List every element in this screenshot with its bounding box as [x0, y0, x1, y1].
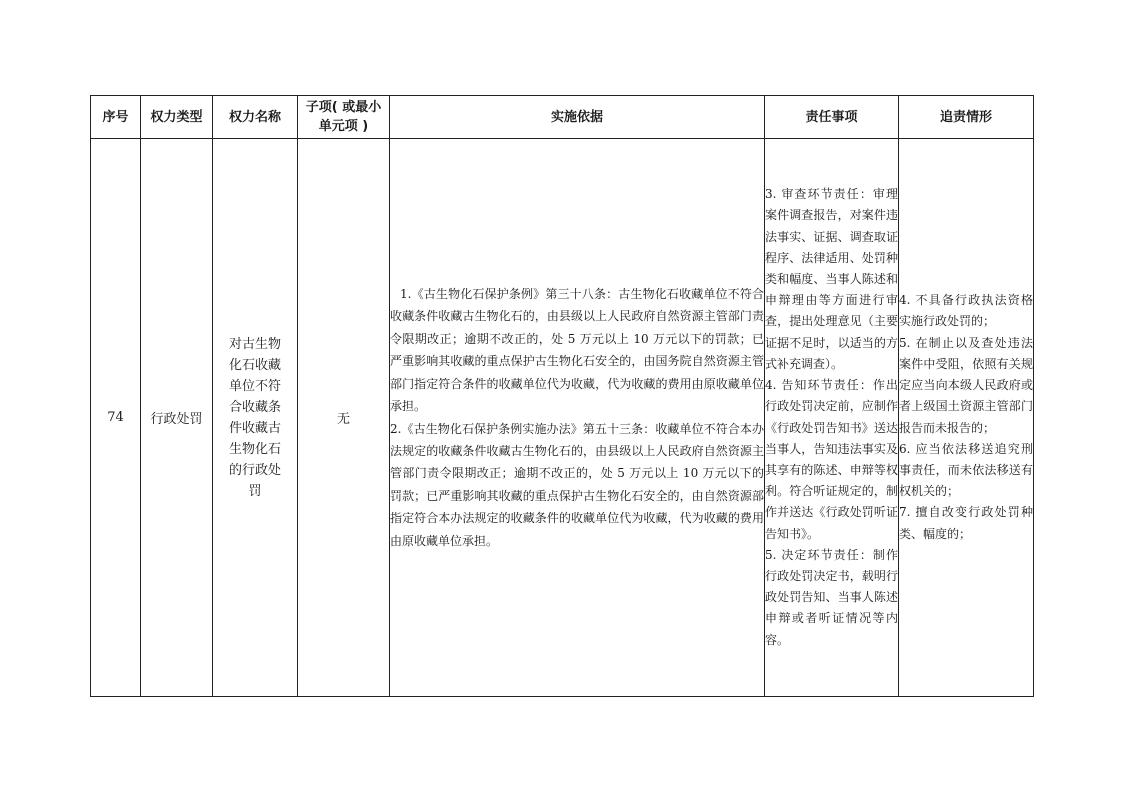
- accountability-item-4: 4. 不具备行政执法资格实施行政处罚的；: [899, 293, 1033, 329]
- basis-item-2: 2.《古生物化石保护条例实施办法》第五十三条：收藏单位不符合本办法规定的收藏条件收藏古生物化石的，由县级以上人民政府自然资源主管部门责令限期改正；逾期不改正的，处 5 万元以上 10 万元以下的罚款；已严重影响其收藏的重点保护古生物化石安全的，由自然资源部指定符合本办法规定的收藏条件的收藏单位代为收藏，代为收藏的费用由原收藏单位承担。: [390, 421, 764, 548]
- cell-responsibility: [765, 139, 899, 697]
- cell-power-name: [213, 139, 298, 697]
- header-sub-item-line2: 单元项 ): [318, 119, 369, 134]
- header-sub-item: [298, 96, 390, 139]
- basis-item-1: 1.《古生物化石保护条例》第三十八条：古生物化石收藏单位不符合收藏条件收藏古生物化石的，由县级以上人民政府自然资源主管部门责令限期改正；逾期不改正的，处 5 万元以上 10 万元以下的罚款；已严重影响其收藏的重点保护古生物化石安全的，由国务院自然资源主管部门指定符合条件的收藏单位代为收藏，代为收藏的费用由原收藏单位承担。: [390, 287, 764, 414]
- accountability-item-5: 5. 在制止以及查处违法案件中受阻，依照有关规定应当向本级人民政府或者上级国土资源主管部门报告而未报告的；: [899, 335, 1033, 435]
- cell-sub-item: 无: [298, 139, 390, 697]
- accountability-item-6: 6. 应当依法移送追究刑事责任，而未依法移送有权机关的；: [899, 441, 1033, 499]
- power-list-table: [90, 95, 1034, 697]
- cell-basis: [390, 139, 765, 697]
- accountability-item-7: 7. 擅自改变行政处罚种类、幅度的；: [899, 505, 1033, 541]
- header-responsibility: 责任事项: [765, 96, 899, 139]
- header-seq: 序号: [91, 96, 141, 139]
- header-power-name: 权力名称: [213, 96, 298, 139]
- table-header-row: [91, 96, 1034, 139]
- cell-accountability: [899, 139, 1034, 697]
- header-basis: 实施依据: [390, 96, 765, 139]
- cell-seq: 74: [91, 139, 141, 697]
- responsibility-item-5: 5. 决定环节责任：制作行政处罚决定书，载明行政处罚告知、当事人陈述申辩或者听证情况等内容。: [765, 547, 898, 647]
- responsibility-item-4: 4. 告知环节责任：作出行政处罚决定前，应制作《行政处罚告知书》送达当事人，告知违法事实及其享有的陈述、申辩等权利。符合听证规定的，制作并送达《行政处罚听证告知书》。: [765, 378, 898, 541]
- header-sub-item-line1: 子项( 或最小: [305, 100, 382, 115]
- table-row: [91, 139, 1034, 697]
- header-accountability: 追责情形: [899, 96, 1034, 139]
- header-power-type: 权力类型: [141, 96, 213, 139]
- power-name-text: 对古生物化石收藏单位不符合收藏条件收藏古生物化石的行政处罚: [228, 336, 281, 499]
- cell-power-type: 行政处罚: [141, 139, 213, 697]
- responsibility-item-3: 3. 审查环节责任：审理案件调查报告，对案件违法事实、证据、调查取证程序、法律适用、处罚种类和幅度、当事人陈述和申辩理由等方面进行审查，提出处理意见（主要证据不足时，以适当的方式补充调查）。: [765, 187, 898, 371]
